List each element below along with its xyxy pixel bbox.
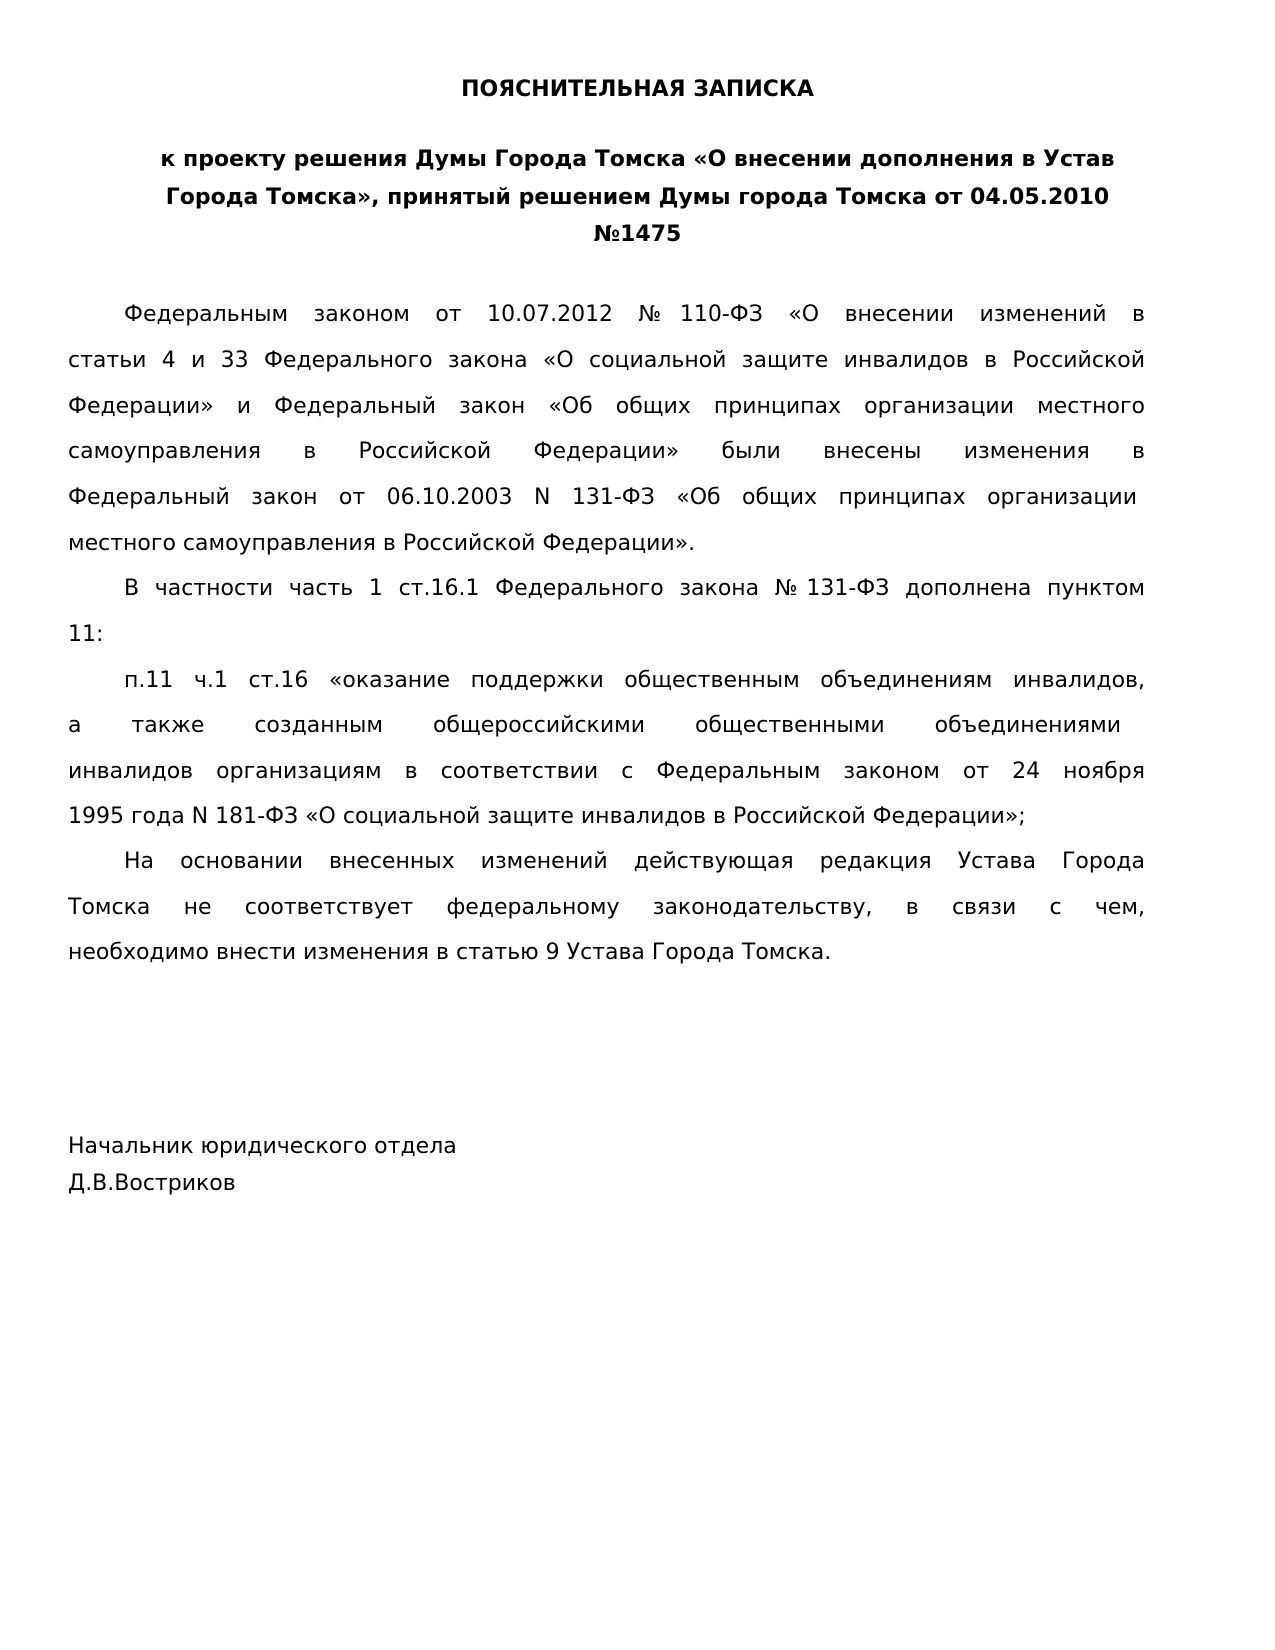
body-line: На основании внесенных изменений действующая редакция Устава Города [124,849,1145,874]
document-title: ПОЯСНИТЕЛЬНАЯ ЗАПИСКА [461,77,814,102]
body-line: 1995 года N 181-ФЗ «О социальной защите инвалидов в Российской Федерации»; [68,804,1026,829]
body-line: инвалидов организациям в соответствии с Федеральным законом от 24 ноября [68,759,1145,784]
body-line: Федеральный закон от 06.10.2003 N 131-ФЗ «Об общих принципах организации [68,485,1137,510]
subtitle-line: к проекту решения Думы Города Томска «О внесении дополнения в Устав [160,147,1115,172]
signature-position: Начальник юридического отдела [68,1134,457,1159]
body-line: п.11 ч.1 ст.16 «оказание поддержки общественным объединениям инвалидов, [124,668,1145,693]
body-line: самоуправления в Российской Федерации» были внесены изменения в [68,439,1145,464]
signature-name: Д.В.Востриков [68,1171,236,1196]
body-line: В частности часть 1 ст.16.1 Федерального закона №131-ФЗ дополнена пунктом [124,576,1145,601]
subtitle-line: №1475 [593,222,682,247]
body-line: статьи 4 и 33 Федерального закона «О социальной защите инвалидов в Российской [68,348,1145,373]
body-line: Федеральным законом от 10.07.2012 №110-ФЗ «О внесении изменений в [124,302,1145,327]
body-line: Томска не соответствует федеральному законодательству, в связи с чем, [68,895,1145,920]
body-line: 11: [68,622,104,647]
body-line: Федерации» и Федеральный закон «Об общих принципах организации местного [68,394,1145,419]
body-line: местного самоуправления в Российской Федерации». [68,531,696,556]
subtitle-line: Города Томска», принятый решением Думы города Томска от 04.05.2010 [165,185,1110,210]
body-line: а также созданным общероссийскими общественными объединениями [68,713,1121,738]
body-line: необходимо внести изменения в статью 9 Устава Города Томска. [68,940,832,965]
